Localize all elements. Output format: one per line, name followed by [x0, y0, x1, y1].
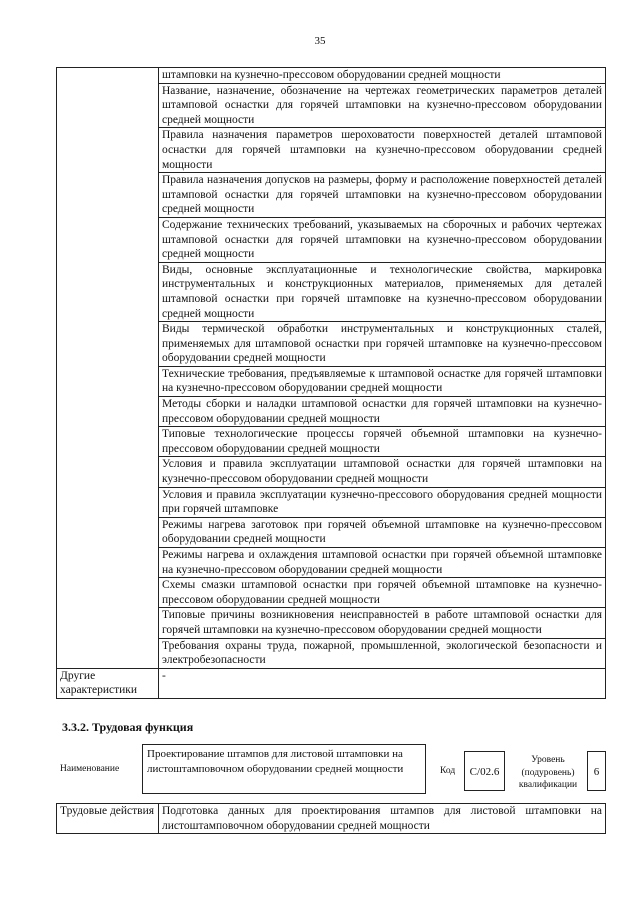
labor-actions-label: Трудовые действия: [57, 804, 159, 834]
table-row: [57, 804, 606, 834]
function-name-label: Наименование: [60, 764, 120, 774]
code-box: C/02.6: [464, 751, 505, 791]
knowledge-item: Виды термической обработки инструментальных и конструкционных сталей, применяемых для штамповой оснастки при горячей штамповке на кузнечно-прессовом оборудовании средней мощности: [159, 322, 606, 367]
qualification-level-label: Уровень (подуровень) квалификации: [518, 755, 578, 790]
knowledge-item: Правила назначения параметров шероховатости поверхностей деталей штамповой оснастки для горячей штамповки на кузнечно-прессовом оборудовании средней мощности: [159, 128, 606, 173]
row-label-empty: [57, 68, 159, 669]
knowledge-item: Методы сборки и наладки штамповой оснастки для горячей штамповки на кузнечно-прессовом оборудовании средней мощности: [159, 397, 606, 427]
knowledge-item: Содержание технических требований, указываемых на сборочных и рабочих чертежах штамповой оснастки для горячей штамповки на кузнечно-прессовом оборудовании средней мощности: [159, 217, 606, 262]
section-title: 3.3.2. Трудовая функция: [62, 720, 194, 734]
knowledge-item: Правила назначения допусков на размеры, форму и расположение поверхностей деталей штамповой оснастки для горячей штамповки на кузнечно-прессовом оборудовании средней мощности: [159, 173, 606, 218]
knowledge-item: Название, назначение, обозначение на чертежах геометрических параметров деталей штамповой оснастки для горячей штамповки на кузнечно-прессовом оборудовании средней мощности: [159, 83, 606, 128]
knowledge-item: Режимы нагрева заготовок при горячей объемной штамповке на кузнечно-прессовом оборудовании средней мощности: [159, 517, 606, 547]
knowledge-item: Типовые технологические процессы горячей объемной штамповки на кузнечно-прессовом оборудовании средней мощности: [159, 427, 606, 457]
knowledge-item: Технические требования, предъявляемые к штамповой оснастке для горячей штамповки на кузнечно-прессовом оборудовании средней мощности: [159, 366, 606, 396]
knowledge-item: Виды, основные эксплуатационные и технологические свойства, маркировка инструментальных и конструкционных материалов, применяемых для деталей штамповой оснастки при горячей штамповке на кузнечно-прессовом оборудовании средней мощности: [159, 262, 606, 321]
other-characteristics-value: -: [159, 668, 606, 698]
knowledge-item: Схемы смазки штамповой оснастки при горячей объемной штамповке на кузнечно-прессовом оборудовании средней мощности: [159, 578, 606, 608]
labor-action-item: Подготовка данных для проектирования штампов для листовой штамповки на листоштамповочном оборудовании средней мощности: [159, 804, 606, 834]
knowledge-item: Режимы нагрева и охлаждения штамповой оснастки при горячей объемной штамповке на кузнечно-прессовом оборудовании средней мощности: [159, 548, 606, 578]
knowledge-table: [56, 67, 606, 699]
knowledge-item: Требования охраны труда, пожарной, промышленной, экологической безопасности и электробезопасности: [159, 638, 606, 668]
other-characteristics-label: Другие характеристики: [57, 668, 159, 698]
table-row: [57, 668, 606, 698]
function-name-box: Проектирование штампов для листовой штамповки на листоштамповочном оборудовании средней мощности: [142, 744, 426, 794]
knowledge-item: Типовые причины возникновения неисправностей в работе штамповой оснастки для горячей штамповки на кузнечно-прессовом оборудовании средней мощности: [159, 608, 606, 638]
knowledge-item: Условия и правила эксплуатации кузнечно-прессового оборудования средней мощности при горячей штамповке: [159, 487, 606, 517]
page-number: 35: [314, 35, 326, 47]
knowledge-item: штамповки на кузнечно-прессовом оборудовании средней мощности: [159, 68, 606, 84]
knowledge-item: Условия и правила эксплуатации штамповой оснастки для горячей штамповки на кузнечно-прессовом оборудовании средней мощности: [159, 457, 606, 487]
table-row: [57, 68, 606, 84]
qualification-level-box: 6: [587, 751, 606, 791]
labor-actions-table: [56, 803, 606, 834]
code-label: Код: [440, 766, 456, 776]
